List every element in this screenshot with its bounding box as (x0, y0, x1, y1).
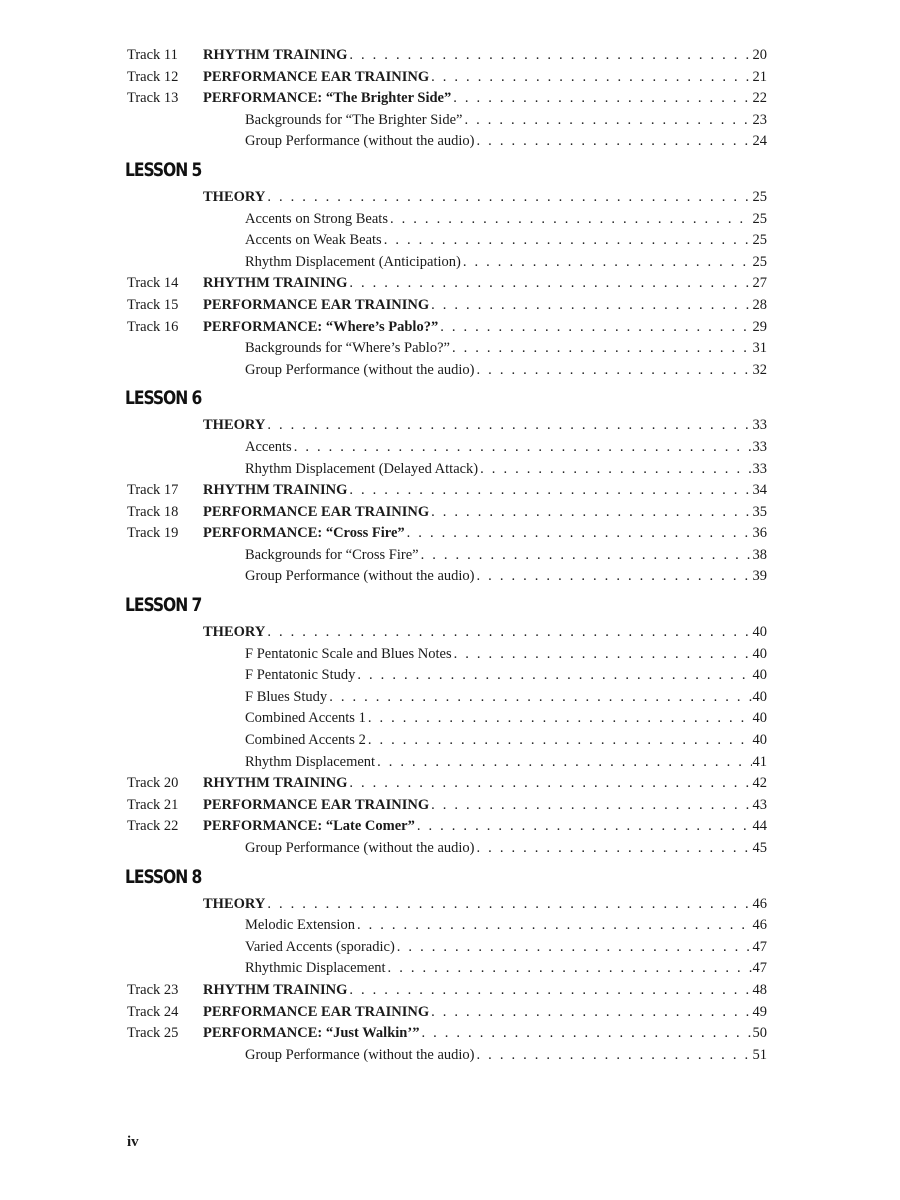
dot-leader (475, 838, 752, 860)
entry-line (245, 360, 767, 382)
entry-title: THEORY (203, 417, 266, 434)
entry-line (245, 687, 767, 709)
toc-sub-entry (127, 687, 767, 709)
page-ref: 23 (752, 110, 768, 132)
page-number: iv (127, 1134, 139, 1150)
entry-title: Accents on Weak Beats (245, 232, 382, 249)
page-ref: 24 (752, 131, 768, 153)
dot-leader (355, 915, 752, 937)
entry-title: RHYTHM TRAINING (203, 482, 348, 499)
track-label: Track 22 (127, 818, 179, 835)
page-ref: 39 (752, 566, 768, 588)
entry-title: RHYTHM TRAINING (203, 981, 348, 998)
entry-title: Combined Accents 1 (245, 710, 366, 727)
entry-title: THEORY (203, 895, 266, 912)
entry-title: PERFORMANCE: “Just Walkin’” (203, 1025, 420, 1042)
entry-line (203, 773, 767, 795)
entry-line (203, 480, 767, 502)
toc-main-entry (127, 67, 767, 89)
entry-line (203, 502, 767, 524)
entry-title: PERFORMANCE EAR TRAINING (203, 796, 430, 813)
toc-sub-entry (127, 360, 767, 382)
page-ref: 21 (752, 67, 768, 89)
track-label: Track 17 (127, 482, 179, 499)
dot-leader (475, 566, 752, 588)
dot-leader (429, 295, 751, 317)
dot-leader (395, 937, 752, 959)
toc-main-entry (127, 295, 767, 317)
track-label: Track 24 (127, 1003, 179, 1020)
track-label: Track 19 (127, 525, 179, 542)
toc-sub-entry (127, 252, 767, 274)
toc-main-entry (127, 502, 767, 524)
toc-sub-entry (127, 230, 767, 252)
page-ref: 44 (752, 816, 768, 838)
page-ref: 40 (752, 644, 768, 666)
entry-line (245, 110, 767, 132)
toc-sub-entry (127, 752, 767, 774)
dot-leader (429, 795, 751, 817)
dot-leader (265, 622, 751, 644)
page-ref: 40 (752, 730, 768, 752)
toc-sub-entry (127, 644, 767, 666)
entry-line (245, 730, 767, 752)
page-ref: 45 (752, 838, 768, 860)
entry-title: Combined Accents 2 (245, 732, 366, 749)
toc-main-entry (127, 45, 767, 67)
table-of-contents (127, 45, 767, 1066)
page-ref: 32 (752, 360, 768, 382)
page-ref: 22 (752, 88, 768, 110)
page-ref: 47 (752, 937, 768, 959)
dot-leader (366, 708, 752, 730)
track-label: Track 25 (127, 1025, 179, 1042)
page-ref: 36 (752, 523, 768, 545)
lesson-heading: LESSON 7 (125, 594, 202, 617)
toc-sub-entry (127, 708, 767, 730)
entry-line (203, 88, 767, 110)
toc-main-entry (127, 480, 767, 502)
dot-leader (327, 687, 751, 709)
entry-title: THEORY (203, 624, 266, 641)
page-ref: 28 (752, 295, 768, 317)
dot-leader (382, 230, 752, 252)
entry-title: THEORY (203, 188, 266, 205)
entry-title: Rhythm Displacement (Anticipation) (245, 253, 461, 270)
page-ref: 46 (752, 894, 768, 916)
page-ref: 25 (752, 252, 768, 274)
dot-leader (347, 273, 751, 295)
dot-leader (429, 502, 751, 524)
entry-line (203, 980, 767, 1002)
entry-title: Backgrounds for “Where’s Pablo?” (245, 340, 450, 357)
toc-sub-entry (127, 110, 767, 132)
dot-leader (475, 131, 752, 153)
entry-line (203, 295, 767, 317)
track-label: Track 23 (127, 981, 179, 998)
entry-line (203, 816, 767, 838)
toc-main-entry (127, 187, 767, 209)
entry-line (203, 1002, 767, 1024)
entry-title: Melodic Extension (245, 917, 355, 934)
page-ref: 25 (752, 209, 768, 231)
entry-line (245, 665, 767, 687)
entry-line (245, 915, 767, 937)
entry-line (245, 459, 767, 481)
toc-main-entry (127, 1023, 767, 1045)
toc-sub-entry (127, 1045, 767, 1067)
entry-line (203, 67, 767, 89)
entry-title: RHYTHM TRAINING (203, 275, 348, 292)
dot-leader (450, 338, 752, 360)
track-label: Track 13 (127, 90, 179, 107)
entry-title: RHYTHM TRAINING (203, 775, 348, 792)
entry-line (245, 644, 767, 666)
page-ref: 33 (752, 437, 768, 459)
page-ref: 33 (752, 415, 768, 437)
page-ref: 33 (752, 459, 768, 481)
entry-line (245, 937, 767, 959)
page-ref: 38 (752, 545, 768, 567)
track-label: Track 21 (127, 796, 179, 813)
lesson-heading: LESSON 6 (125, 387, 202, 410)
toc-sub-entry (127, 338, 767, 360)
dot-leader (451, 88, 751, 110)
page-ref: 40 (752, 665, 768, 687)
page-ref: 34 (752, 480, 768, 502)
entry-title: Backgrounds for “The Brighter Side” (245, 111, 463, 128)
dot-leader (478, 459, 751, 481)
toc-sub-entry (127, 730, 767, 752)
entry-title: Rhythm Displacement (Delayed Attack) (245, 460, 479, 477)
entry-title: PERFORMANCE EAR TRAINING (203, 68, 430, 85)
track-label: Track 15 (127, 296, 179, 313)
entry-line (203, 795, 767, 817)
entry-title: PERFORMANCE: “Late Comer” (203, 818, 415, 835)
page-ref: 49 (752, 1002, 768, 1024)
toc-main-entry (127, 1002, 767, 1024)
page-ref: 29 (752, 317, 768, 339)
entry-title: Group Performance (without the audio) (245, 568, 475, 585)
page-ref: 43 (752, 795, 768, 817)
entry-line (203, 894, 767, 916)
entry-title: Backgrounds for “Cross Fire” (245, 546, 419, 563)
entry-line (245, 1045, 767, 1067)
entry-line (203, 317, 767, 339)
track-label: Track 14 (127, 275, 179, 292)
dot-leader (375, 752, 751, 774)
entry-line (245, 545, 767, 567)
dot-leader (419, 1023, 751, 1045)
entry-line (245, 209, 767, 231)
entry-line (245, 752, 767, 774)
page-ref: 47 (752, 958, 768, 980)
page-ref: 20 (752, 45, 768, 67)
dot-leader (405, 523, 752, 545)
entry-title: Group Performance (without the audio) (245, 361, 475, 378)
entry-line (245, 338, 767, 360)
entry-title: F Pentatonic Scale and Blues Notes (245, 645, 452, 662)
toc-sub-entry (127, 937, 767, 959)
toc-main-entry (127, 773, 767, 795)
lesson-heading: LESSON 8 (125, 865, 202, 888)
toc-sub-entry (127, 958, 767, 980)
toc-main-entry (127, 273, 767, 295)
page-ref: 50 (752, 1023, 768, 1045)
page-ref: 51 (752, 1045, 768, 1067)
entry-title: PERFORMANCE EAR TRAINING (203, 296, 430, 313)
entry-line (245, 437, 767, 459)
entry-title: RHYTHM TRAINING (203, 47, 348, 63)
track-label: Track 11 (127, 47, 178, 63)
entry-line (245, 230, 767, 252)
page-ref: 31 (752, 338, 768, 360)
page-ref: 40 (752, 622, 768, 644)
toc-sub-entry (127, 545, 767, 567)
entry-line (203, 523, 767, 545)
entry-title: Group Performance (without the audio) (245, 133, 475, 150)
track-label: Track 12 (127, 68, 179, 85)
dot-leader (452, 644, 752, 666)
entry-title: Rhythmic Displacement (245, 960, 386, 977)
page-ref: 35 (752, 502, 768, 524)
dot-leader (419, 545, 752, 567)
dot-leader (347, 45, 751, 67)
page-ref: 42 (752, 773, 768, 795)
dot-leader (388, 209, 752, 231)
entry-title: PERFORMANCE EAR TRAINING (203, 503, 430, 520)
dot-leader (292, 437, 752, 459)
toc-main-entry (127, 622, 767, 644)
entry-line (203, 1023, 767, 1045)
toc-sub-entry (127, 838, 767, 860)
entry-title: F Blues Study (245, 688, 328, 705)
toc-main-entry (127, 415, 767, 437)
dot-leader (265, 187, 751, 209)
dot-leader (438, 317, 751, 339)
dot-leader (265, 894, 751, 916)
dot-leader (347, 773, 751, 795)
toc-sub-entry (127, 131, 767, 153)
dot-leader (475, 360, 752, 382)
toc-main-entry (127, 795, 767, 817)
dot-leader (347, 980, 751, 1002)
dot-leader (461, 252, 752, 274)
lesson-heading: LESSON 5 (125, 158, 202, 181)
entry-title: PERFORMANCE: “The Brighter Side” (203, 90, 452, 107)
page-ref: 27 (752, 273, 768, 295)
entry-title: Rhythm Displacement (245, 753, 376, 770)
dot-leader (265, 415, 751, 437)
dot-leader (366, 730, 752, 752)
dot-leader (347, 480, 751, 502)
entry-line (245, 566, 767, 588)
entry-title: Group Performance (without the audio) (245, 1046, 475, 1063)
entry-line (203, 45, 767, 67)
entry-line (245, 958, 767, 980)
dot-leader (386, 958, 752, 980)
page-ref: 48 (752, 980, 768, 1002)
track-label: Track 16 (127, 318, 179, 335)
page-ref: 40 (752, 708, 768, 730)
dot-leader (429, 67, 751, 89)
toc-sub-entry (127, 566, 767, 588)
track-label: Track 20 (127, 775, 179, 792)
entry-line (203, 187, 767, 209)
page-ref: 25 (752, 230, 768, 252)
toc-main-entry (127, 980, 767, 1002)
entry-title: Accents (245, 438, 292, 455)
entry-title: Group Performance (without the audio) (245, 840, 475, 856)
page-ref: 40 (752, 687, 768, 709)
dot-leader (355, 665, 751, 687)
toc-sub-entry (127, 459, 767, 481)
toc-main-entry (127, 523, 767, 545)
dot-leader (415, 816, 752, 838)
entry-title: PERFORMANCE: “Where’s Pablo?” (203, 318, 439, 335)
entry-title: Accents on Strong Beats (245, 210, 388, 227)
track-label: Track 18 (127, 503, 179, 520)
entry-line (203, 415, 767, 437)
entry-line (245, 252, 767, 274)
entry-line (203, 273, 767, 295)
dot-leader (462, 110, 751, 132)
entry-title: Varied Accents (sporadic) (245, 938, 395, 955)
dot-leader (475, 1045, 752, 1067)
entry-line (245, 838, 767, 860)
entry-title: PERFORMANCE: “Cross Fire” (203, 525, 405, 542)
page-ref: 41 (752, 752, 768, 774)
entry-line (203, 622, 767, 644)
dot-leader (429, 1002, 751, 1024)
toc-sub-entry (127, 665, 767, 687)
entry-title: F Pentatonic Study (245, 667, 356, 684)
page-ref: 46 (752, 915, 768, 937)
entry-line (245, 708, 767, 730)
toc-main-entry (127, 816, 767, 838)
toc-sub-entry (127, 437, 767, 459)
entry-line (245, 131, 767, 153)
toc-sub-entry (127, 915, 767, 937)
toc-main-entry (127, 317, 767, 339)
entry-title: PERFORMANCE EAR TRAINING (203, 1003, 430, 1020)
toc-sub-entry (127, 209, 767, 231)
toc-main-entry (127, 894, 767, 916)
toc-main-entry (127, 88, 767, 110)
page-ref: 25 (752, 187, 768, 209)
